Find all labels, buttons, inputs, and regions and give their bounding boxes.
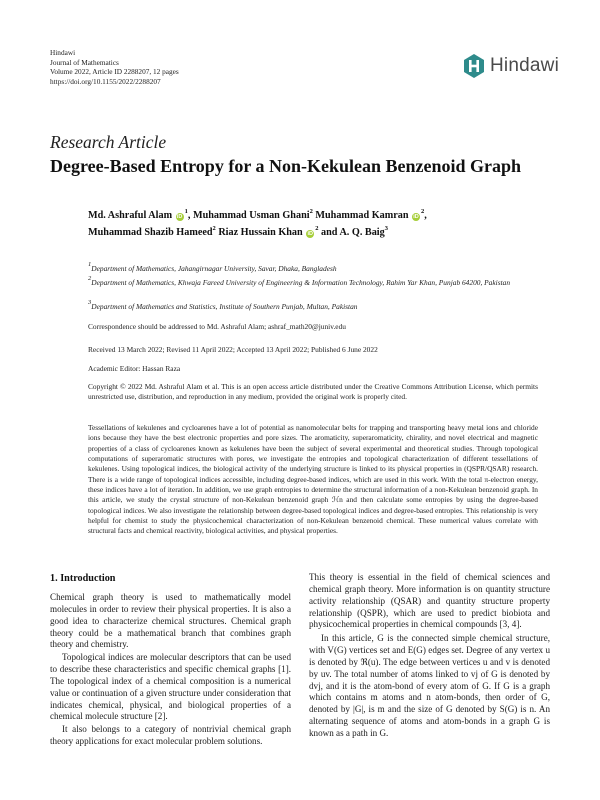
author-affil-mark: 3 bbox=[384, 225, 388, 232]
abstract: Tessellations of kekulenes and cycloarenes have a lot of potential as nanomolecular belts for trapping and transporting heavy metal ions and chloride ions because they have the best electronic properties and pore sizes. The aromaticity, superaromaticity, chirality, and novel electrical and magnetic properties of a class of cycloarenes known as kekulenes have been the subject of several experimental and theoretical studies. Through topological computations of superaromatic structures with pores, we investigate the entropies and topological characterization of different tessellations of kekulenes. Using topological indices, the biological activity of the underlying structure is linked to its physical properties in (QSPR/QSAR) research. There is a wide range of topological indices accessible, including degree-based indices, which are used in this work. With the total π-electron energy, these indices have a lot of iteration. In addition, we use graph entropies to determine the structural information of a non-Kekulean benzenoid graph. In this article, we study the crystal structure of non-Kekulean benzenoid graph ℋn and then calculate some entropies by using the degree-based topological indices. We also investigate the relationship between degree-based topological indices and degree-based entropies. This relationship is very helpful for chemist to study the physicochemical characterization of non-Kekulean benzenoid chemical. These numerical values correlate with structural facts and chemical reactivity, biological activities, and physical properties. bbox=[88, 423, 538, 536]
affiliation bbox=[88, 299, 538, 312]
affiliation bbox=[88, 261, 538, 274]
author-name: A. Q. Baig bbox=[339, 227, 385, 238]
body-paragraph: Chemical graph theory is used to mathematically model molecules in order to review their physical properties. It is also a good idea to characterize chemical structures. Chemical graph theory could be a mathematical branch that combines graph theory and chemistry. bbox=[50, 592, 291, 650]
author-name: Muhammad Kamran bbox=[315, 210, 409, 221]
body-paragraph: It also belongs to a category of nontrivial chemical graph theory applications for exact molecular problem solutions. bbox=[50, 724, 291, 747]
body-paragraph: Topological indices are molecular descriptors that can be used to describe these characteristics and specific chemical graphs [1]. The topological index of a chemical composition is a numerical value or continuation of a given structure under consideration that indicates chemical, physical, and biological properties of a chemical molecule structure [2]. bbox=[50, 652, 291, 722]
author-name: Muhammad Shazib Hameed bbox=[88, 227, 213, 238]
orcid-icon[interactable]: iD bbox=[413, 214, 419, 220]
body-paragraph: This theory is essential in the field of chemical sciences and chemical graph theory. More information is on quantity structure activity relationship (QSAR) and quantity structure property relationship (QSPR), which are used to predict biobiota and physicochemical properties in chemical compounds [3, 4]. bbox=[309, 572, 550, 630]
body-column-right bbox=[309, 572, 550, 740]
academic-editor: Academic Editor: Hassan Raza bbox=[88, 364, 181, 373]
publisher-name: Hindawi bbox=[50, 48, 76, 57]
affiliation-number: 3 bbox=[88, 299, 92, 306]
author-name: Muhammad Usman Ghani bbox=[192, 210, 310, 221]
copyright-notice: Copyright © 2022 Md. Ashraful Alam et al. This is an open access article distributed under the Creative Commons Attribution License, which permits unrestricted use, distribution, and reproduction in any medium, provided the original work is properly cited. bbox=[88, 382, 538, 402]
volume-line: Volume 2022, Article ID 2288207, 12 pages bbox=[50, 67, 179, 77]
author-name: Riaz Hussain Khan bbox=[218, 227, 303, 238]
affiliation-text: Department of Mathematics, Khwaja Fareed University of Engineering & Information Technology, Rahim Yar Khan, Punjab 64200, Pakistan bbox=[91, 278, 511, 287]
doi-link[interactable]: https://doi.org/10.1155/2022/2288207 bbox=[50, 76, 161, 86]
paper-title: Degree-Based Entropy for a Non-Kekulean Benzenoid Graph bbox=[50, 156, 522, 176]
body-paragraph: In this article, G is the connected simple chemical structure, with V(G) vertices set and E(G) edges set. Degree of any vertex u is denoted by ℜ(u). The edge between vertices u and v is denoted by uv. The total number of atoms linked to vj of G is denoted by dvj, and it is the atom-bond of every atom of G. If G is a graph which contains m atoms and n atom-bonds, then order of G, denoted by |G|, is m and the size of G denoted by S(G) is n. An alternating sequence of atoms and atom-bonds in a graph G is known as a path in G. bbox=[309, 633, 550, 738]
author-affil-mark: 1 bbox=[184, 208, 188, 215]
author-affil-mark: 2 bbox=[309, 208, 313, 215]
publication-dates: Received 13 March 2022; Revised 11 April 2022; Accepted 13 April 2022; Published 6 June 2022 bbox=[88, 345, 378, 354]
author-affil-mark: 2 bbox=[315, 225, 319, 232]
correspondence: Correspondence should be addressed to Md. Ashraful Alam; ashraf_math20@juniv.edu bbox=[88, 322, 346, 331]
affiliation-number: 1 bbox=[88, 261, 92, 268]
affiliation bbox=[88, 275, 538, 288]
section-heading: 1. Introduction bbox=[50, 573, 116, 584]
affiliation-text: Department of Mathematics and Statistics, Institute of Southern Punjab, Multan, Pakistan bbox=[91, 302, 358, 311]
author-affil-mark: 2 bbox=[212, 225, 216, 232]
author-name: Md. Ashraful Alam bbox=[88, 210, 173, 221]
affiliation-text: Department of Mathematics, Jahangirnagar University, Savar, Dhaka, Bangladesh bbox=[91, 264, 337, 273]
orcid-icon[interactable]: iD bbox=[307, 231, 313, 237]
publisher-logo[interactable] bbox=[462, 51, 559, 81]
journal-meta bbox=[50, 48, 179, 86]
orcid-icon[interactable]: iD bbox=[176, 214, 183, 220]
author-list: Md. Ashraful Alam $iD^1$, Muhammad Usman Ghani$^2$ Muhammad Kamran $iD^2$, Muhammad Shazib Hameed$^2$ Riaz Hussain Khan $iD^2$ and A. Q. Baig$^3$ bbox=[88, 208, 427, 238]
logo-text: Hindawi bbox=[490, 55, 559, 76]
hindawi-logo-icon bbox=[462, 53, 486, 79]
article-type: Research Article bbox=[50, 132, 167, 152]
body-column-left bbox=[50, 592, 291, 748]
affiliation-number: 2 bbox=[88, 275, 92, 282]
journal-name: Journal of Mathematics bbox=[50, 57, 119, 67]
author-affil-mark: 2 bbox=[421, 208, 425, 215]
